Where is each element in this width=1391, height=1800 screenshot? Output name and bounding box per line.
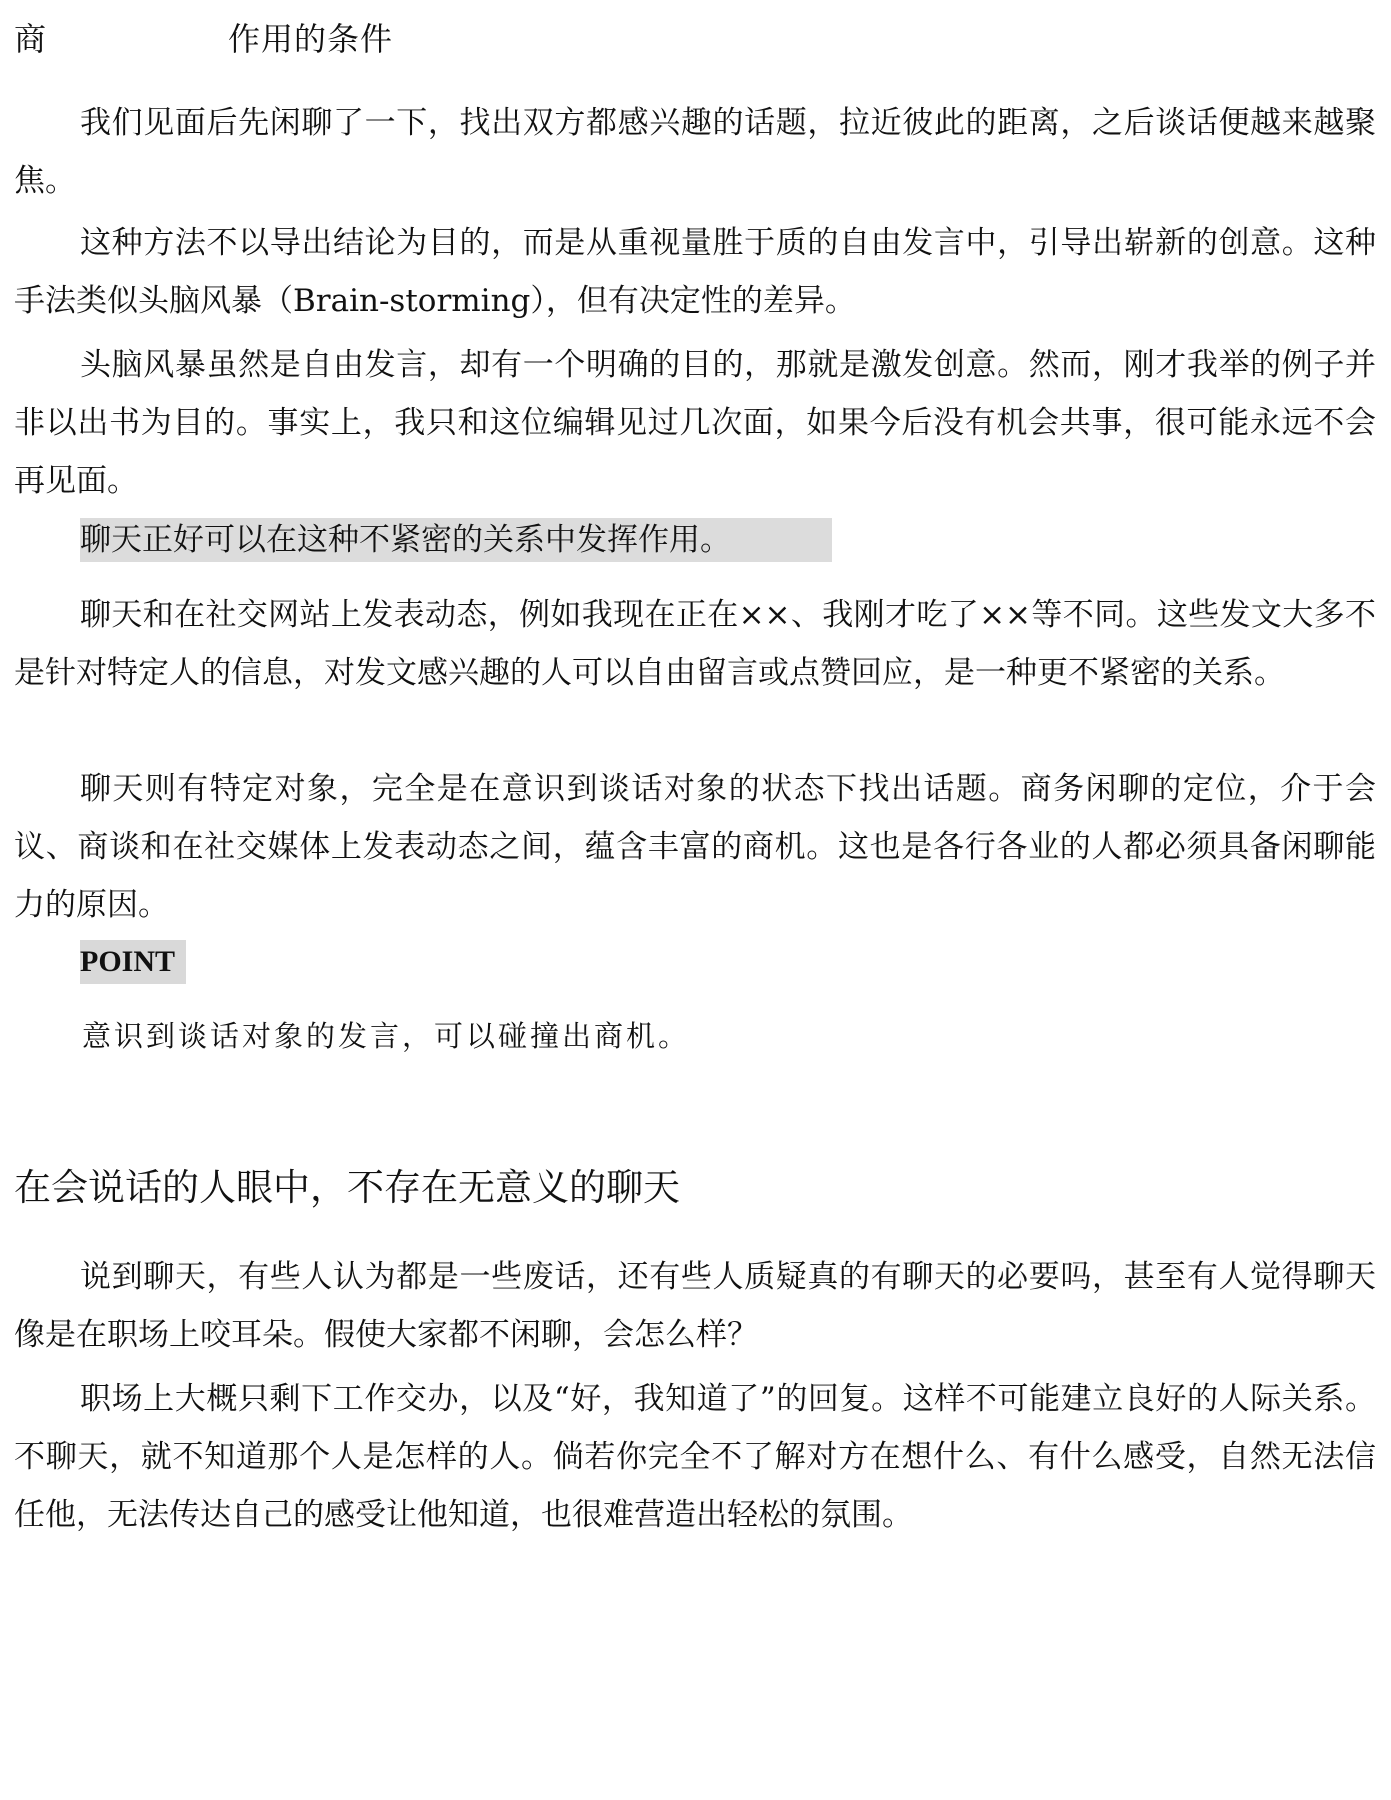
paragraph: 头脑风暴虽然是自由发言，却有一个明确的目的，那就是激发创意。然而，刚才我举的例子并非以出书为目的。事实上，我只和这位编辑见过几次面，如果今后没有机会共事，很可能永远不会再见面。 [14,347,1376,499]
paragraph: 聊天则有特定对象，完全是在意识到谈话对象的状态下找出话题。商务闲聊的定位，介于会议、商谈和在社交媒体上发表动态之间，蕴含丰富的商机。这也是各行各业的人都必须具备闲聊能力的原因。 [14,771,1376,923]
point-text: 意识到谈话对象的发言，可以碰撞出商机。 [82,1019,691,1053]
paragraph: 聊天和在社交网站上发表动态，例如我现在正在××、我刚才吃了××等不同。这些发文大多不是针对特定人的信息，对发文感兴趣的人可以自由留言或点赞回应，是一种更不紧密的关系。 [14,597,1376,691]
running-head-left: 商 [14,20,48,58]
paragraph: 职场上大概只剩下工作交办，以及“好，我知道了”的回复。这样不可能建立良好的人际关系。不聊天，就不知道那个人是怎样的人。倘若你完全不了解对方在想什么、有什么感受，自然无法信任他，无法传达自己的感受让他知道，也很难营造出轻松的氛围。 [14,1381,1376,1533]
paragraph: 我们见面后先闲聊了一下，找出双方都感兴趣的话题，拉近彼此的距离，之后谈话便越来越聚焦。 [14,105,1376,199]
highlighted-line: 聊天正好可以在这种不紧密的关系中发挥作用。 [80,522,731,558]
point-label: POINT [80,945,176,978]
running-head-right: 作用的条件 [228,20,394,58]
section-heading: 在会说话的人眼中，不存在无意义的聊天 [14,1166,680,1209]
paragraph: 这种方法不以导出结论为目的，而是从重视量胜于质的自由发言中，引导出崭新的创意。这种手法类似头脑风暴（Brain-storming），但有决定性的差异。 [14,225,1376,319]
paragraph: 说到聊天，有些人认为都是一些废话，还有些人质疑真的有聊天的必要吗，甚至有人觉得聊天像是在职场上咬耳朵。假使大家都不闲聊，会怎么样？ [14,1259,1376,1353]
running-head [14,14,394,60]
